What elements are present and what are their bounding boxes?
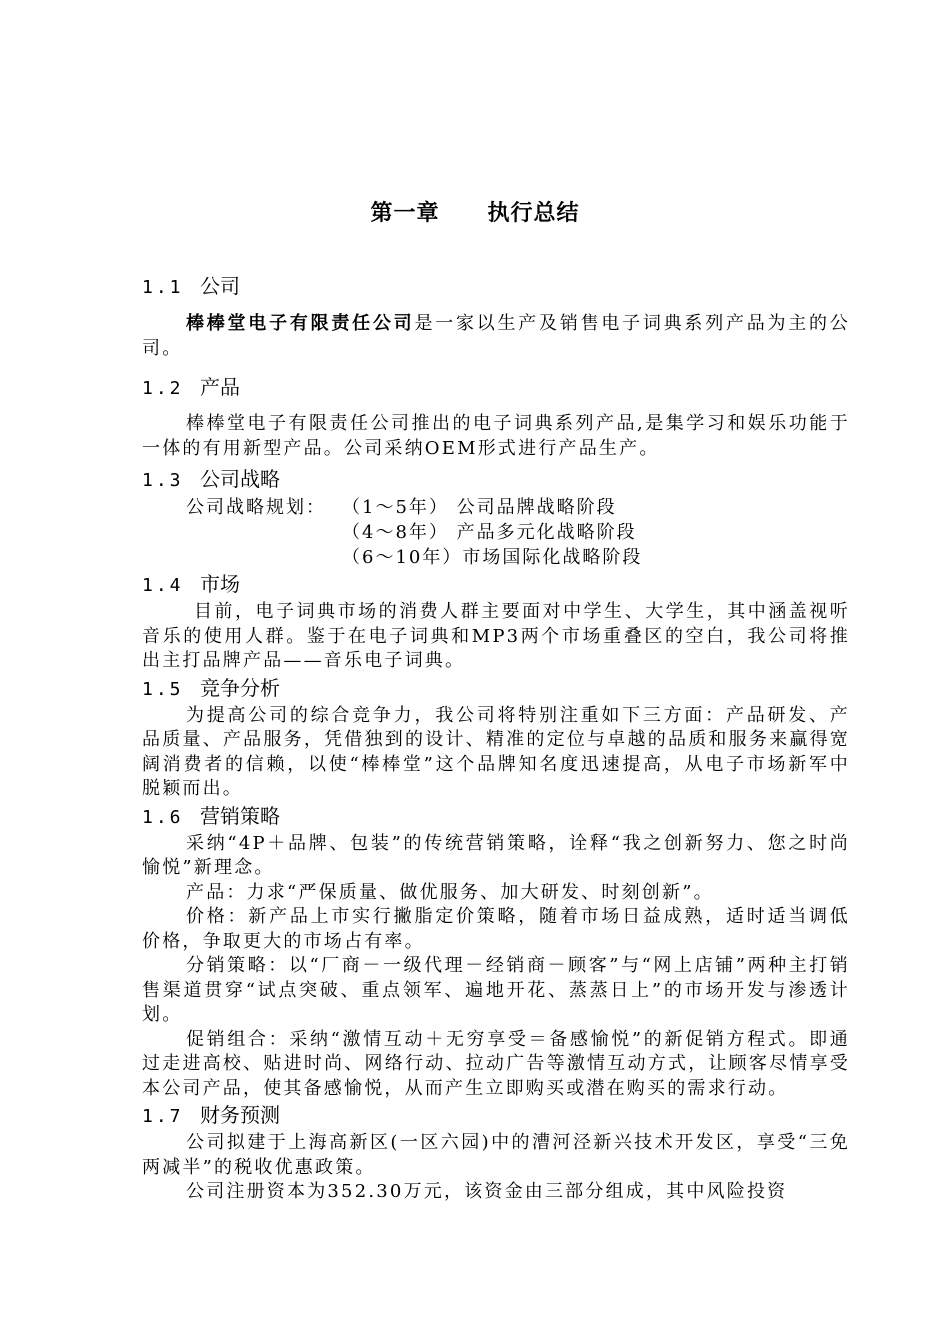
company-description: 是一家以生产及销售电子词典系列产品为主的公司。: [142, 313, 851, 359]
company-name: 棒棒堂电子有限责任公司: [186, 313, 415, 334]
paragraph-competition: 为提高公司的综合竞争力，我公司将特别注重如下三方面：产品研发、产品质量、产品服务，凭借独到的设计、精准的定位与卓越的品质和服务来赢得宽阔消费者的信赖，以使“棒棒堂”这个品牌知名度迅速提高，从电子市场新军中脱颖而出。: [142, 704, 850, 799]
section-number: 1.5: [142, 678, 184, 700]
section-number: 1.7: [142, 1106, 184, 1127]
strategy-stage: 产品多元化战略阶段: [456, 522, 637, 543]
strategy-row-1: [142, 495, 850, 520]
paragraph-marketing-promotion: 促销组合：采纳“激情互动＋无穷享受＝备感愉悦”的新促销方程式。即通过走进高校、贴进时尚、网络行动、拉动广告等激情互动方式，让顾客尽情享受本公司产品，使其备感愉悦，从而产生立即购买或潜在购买的需求行动。: [142, 1028, 850, 1099]
strategy-stage: 市场国际化战略阶段: [462, 547, 643, 568]
section-number: 1.2: [142, 378, 184, 399]
paragraph-company: [142, 312, 850, 361]
paragraph-marketing-price: 价格：新产品上市实行撇脂定价策略，随着市场日益成熟，适时适当调低价格，争取更大的市场占有率。: [142, 906, 850, 952]
strategy-row-2: [142, 520, 850, 545]
strategy-period: （6～10年）: [342, 547, 463, 568]
strategy-stage: 公司品牌战略阶段: [456, 497, 617, 518]
strategy-lead: 公司战略规划：: [186, 497, 326, 518]
section-title: 产品: [200, 375, 240, 399]
section-heading-1-6: [142, 802, 850, 832]
chapter-title: [0, 196, 950, 227]
strategy-period: （4～8年）: [342, 522, 449, 543]
section-title: 市场: [200, 572, 240, 596]
paragraph-product: 棒棒堂电子有限责任公司推出的电子词典系列产品,是集学习和娱乐功能于一体的有用新型产品。公司采纳OEM形式进行产品生产。: [142, 413, 850, 459]
section-number: 1.1: [142, 277, 184, 298]
section-heading-1-1: [142, 272, 850, 302]
chapter-heading: 执行总结: [487, 201, 580, 226]
section-number: 1.4: [142, 575, 184, 596]
section-heading-1-7: [142, 1101, 850, 1131]
paragraph-marketing-distribution: 分销策略：以“厂商－一级代理－经销商－顾客”与“网上店铺”两种主打销售渠道贯穿“试点突破、重点领军、遍地开花、蒸蒸日上”的市场开发与渗透计划。: [142, 955, 850, 1025]
paragraph-market: 目前，电子词典市场的消费人群主要面对中学生、大学生，其中涵盖视听音乐的使用人群。鉴于在电子词典和MP3两个市场重叠区的空白，我公司将推出主打品牌产品——音乐电子词典。: [142, 601, 850, 671]
paragraph-finance-location: 公司拟建于上海高新区(一区六园)中的漕河泾新兴技术开发区，享受“三免两减半”的税收优惠政策。: [142, 1132, 850, 1178]
section-heading-1-2: [142, 373, 850, 403]
section-title: 财务预测: [200, 1103, 280, 1127]
section-title: 营销策略: [200, 803, 280, 828]
paragraph-marketing-intro: 采纳“4P＋品牌、包装”的传统营销策略，诠释“我之创新努力、您之时尚愉悦”新理念。: [142, 832, 850, 878]
chapter-label: 第一章: [370, 201, 440, 226]
section-title: 竞争分析: [200, 675, 280, 700]
paragraph-marketing-product: 产品：力求“严保质量、做优服务、加大研发、时刻创新”。: [186, 881, 714, 903]
paragraph-finance-capital: 公司注册资本为352.30万元，该资金由三部分组成，其中风险投资: [186, 1181, 788, 1202]
section-number: 1.3: [142, 470, 184, 491]
document-body: [142, 272, 850, 1205]
strategy-row-3: [142, 545, 850, 570]
section-heading-1-4: [142, 570, 850, 600]
strategy-period: （1～5年）: [342, 497, 449, 518]
section-title: 公司战略: [200, 467, 280, 491]
section-title: 公司: [200, 274, 240, 298]
section-number: 1.6: [142, 806, 184, 828]
section-heading-1-5: [142, 674, 850, 704]
section-heading-1-3: [142, 465, 850, 495]
